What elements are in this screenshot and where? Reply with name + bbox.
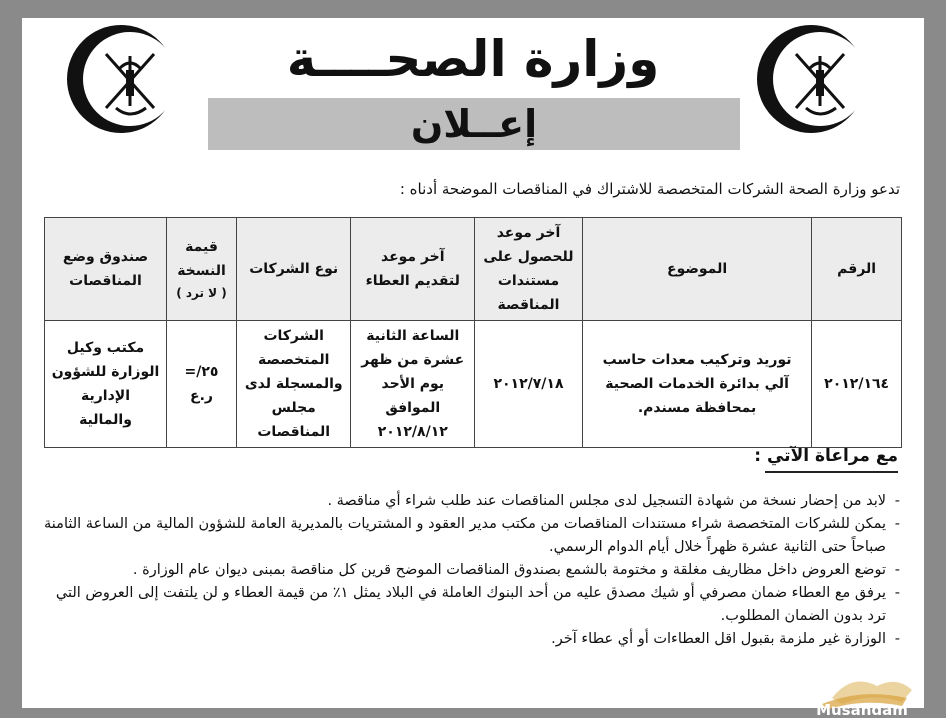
- table-row: [45, 321, 902, 448]
- header-tender-box: صندوق وضع المناقصات: [45, 218, 167, 321]
- musandam-watermark-logo: [802, 668, 942, 718]
- notes-list: [44, 490, 900, 651]
- list-item: - لابد من إحضار نسخة من شهادة التسجيل لدى مجلس المناقصات عند طلب شراء أي مناقصة .: [44, 490, 900, 513]
- list-item: - يمكن للشركات المتخصصة شراء مستندات المناقصات من مكتب مدير العقود و المشتريات بالمديرية العامة للشؤون المالية من الساعة الثامنة صباحاً حتى الثانية عشرة ظهراً خلال أيام الدوام الرسمي.: [44, 513, 900, 559]
- watermark-text: Musandam: [816, 701, 908, 718]
- header-subject: الموضوع: [582, 218, 811, 321]
- cell-subject: توريد وتركيب معدات حاسب آلي بدائرة الخدمات الصحية بمحافظة مسندم.: [582, 321, 811, 448]
- header-bid-deadline: آخر موعد لتقديم العطاء: [351, 218, 475, 321]
- cell-tender-box: مكتب وكيل الوزارة للشؤون الإدارية والمالية: [45, 321, 167, 448]
- announcement-title: إعــلان: [410, 102, 538, 146]
- header-company-type: نوع الشركات: [236, 218, 350, 321]
- table-header-row: [45, 218, 902, 321]
- list-item: - الوزارة غير ملزمة بقبول اقل العطاءات أو أي عطاء آخر.: [44, 628, 900, 651]
- notes-title: مع مراعاة الآتي :: [754, 446, 898, 466]
- list-item: - يرفق مع العطاء ضمان مصرفي أو شيك مصدق عليه من أحد البنوك العاملة في البلاد يمثل ١٪ من قيمة العطاء و لن يلتفت إلى العروض التي ترد بدون الضمان المطلوب.: [44, 582, 900, 628]
- tenders-table: [44, 217, 902, 448]
- cell-bid-deadline: الساعة الثانية عشرة من ظهر يوم الأحد الموافق ٢٠١٢/٨/١٢: [351, 321, 475, 448]
- header-copy-price: قيمة النسخة ( لا ترد ): [167, 218, 237, 321]
- cell-copy-price: ٢٥/= ر.ع: [167, 321, 237, 448]
- list-item: - توضع العروض داخل مظاريف مغلقة و مختومة بالشمع بصندوق المناقصات الموضح قرين كل مناقصة بمبنى ديوان عام الوزارة .: [44, 559, 900, 582]
- cell-company-type: الشركات المتخصصة والمسجلة لدى مجلس المناقصات: [236, 321, 350, 448]
- cell-number: ٢٠١٢/١٦٤: [812, 321, 902, 448]
- ministry-title: وزارة الصحــــة: [286, 30, 660, 88]
- intro-text: تدعو وزارة الصحة الشركات المتخصصة للاشتراك في المناقصات الموضحة أدناه :: [399, 180, 900, 198]
- notes-title-underline: [765, 471, 898, 473]
- header-number: الرقم: [812, 218, 902, 321]
- header-docs-deadline: آخر موعد للحصول على مستندات المناقصة: [475, 218, 583, 321]
- cell-docs-deadline: ٢٠١٢/٧/١٨: [475, 321, 583, 448]
